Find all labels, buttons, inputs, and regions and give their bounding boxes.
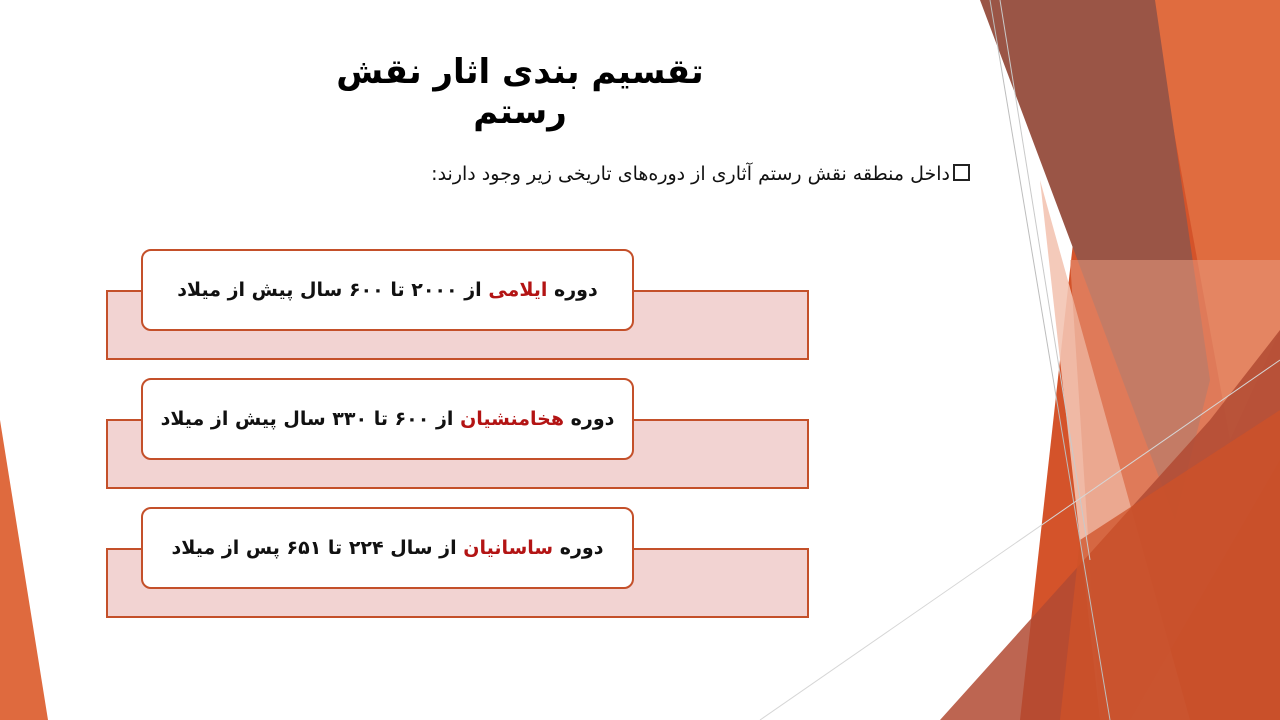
period-text-2 xyxy=(161,408,615,430)
square-bullet-icon xyxy=(953,164,970,181)
period-prefix: دوره xyxy=(559,537,604,559)
period-card-1 xyxy=(141,249,634,331)
period-name: هخامنشیان xyxy=(460,408,565,430)
intro-bullet xyxy=(330,163,970,185)
period-range: از ۶۰۰ تا ۳۳۰ سال پیش از میلاد xyxy=(160,408,454,430)
intro-text: داخل منطقه نقش رستم آثاری از دوره‌های تاریخی زیر وجود دارند: xyxy=(431,163,950,185)
slide-title: تقسیم بندی اثار نقش رستم xyxy=(336,52,704,132)
period-prefix: دوره xyxy=(554,279,598,301)
period-range: از ۲۰۰۰ تا ۶۰۰ سال پیش از میلاد xyxy=(177,279,482,301)
period-card-2 xyxy=(141,378,634,460)
period-name: ساسانیان xyxy=(463,537,554,559)
period-card-3 xyxy=(141,507,634,589)
period-text-3 xyxy=(172,537,604,559)
period-range: از سال ۲۲۴ تا ۶۵۱ پس از میلاد xyxy=(171,537,457,559)
period-text-1 xyxy=(177,279,597,301)
period-name: ایلامی xyxy=(488,279,548,301)
left-edge-triangle xyxy=(0,420,48,720)
period-prefix: دوره xyxy=(570,408,615,430)
